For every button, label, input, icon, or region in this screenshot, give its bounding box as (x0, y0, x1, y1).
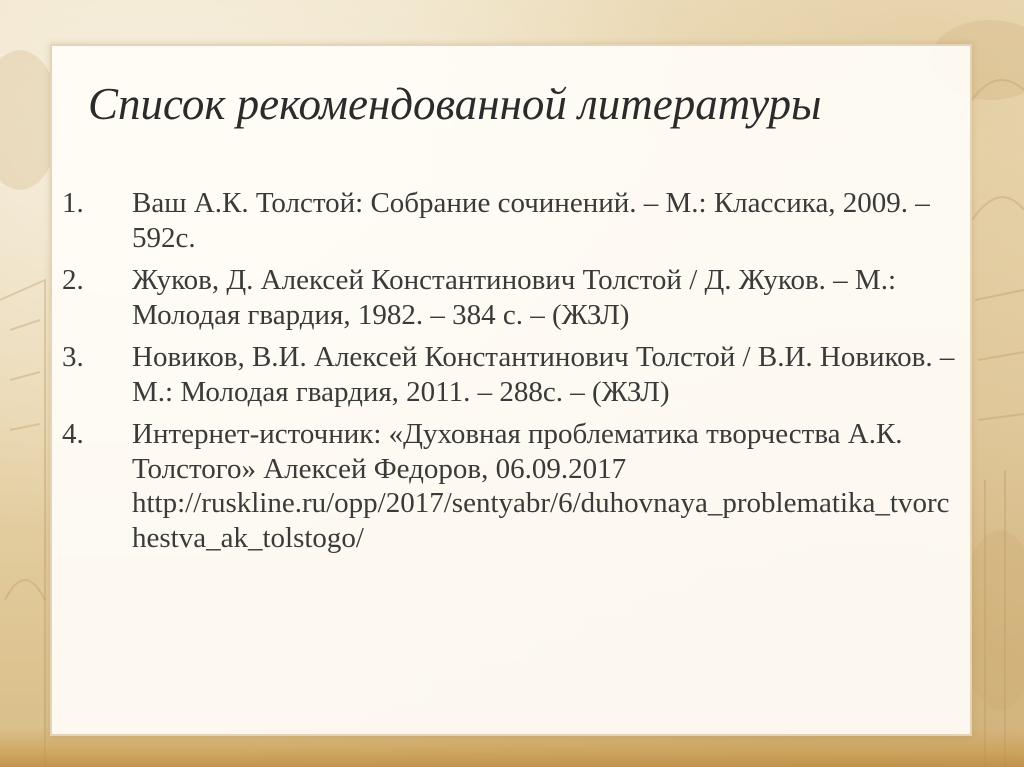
reference-item-4 (62, 417, 962, 555)
reference-list (62, 186, 962, 563)
reference-text: Интернет-источник: «Духовная проблематика творчества А.К. Толстого» Алексей Федоров, 06.09.2017 http://ruskline.ru/opp/2017/sentyabr/6/duhovnaya_problematika_tvorchestva_ak_tolstogo/ (132, 418, 950, 554)
slide-content-panel (50, 44, 972, 736)
reference-number: 2. (62, 264, 84, 296)
reference-item-3 (62, 340, 962, 409)
reference-number: 3. (62, 341, 84, 373)
slide-title: Список рекомендованной литературы (88, 79, 822, 129)
reference-number: 1. (62, 187, 84, 219)
reference-item-1 (62, 186, 962, 255)
reference-number: 4. (62, 418, 84, 450)
reference-text: Новиков, В.И. Алексей Константинович Толстой / В.И. Новиков. – М.: Молодая гвардия, 2011. – 288с. – (ЖЗЛ) (132, 341, 955, 408)
reference-text: Ваш А.К. Толстой: Собрание сочинений. – М.: Классика, 2009. – 592с. (132, 187, 930, 254)
reference-text: Жуков, Д. Алексей Константинович Толстой / Д. Жуков. – М.: Молодая гвардия, 1982. – 384 с. – (ЖЗЛ) (132, 264, 897, 331)
reference-item-2 (62, 263, 962, 332)
